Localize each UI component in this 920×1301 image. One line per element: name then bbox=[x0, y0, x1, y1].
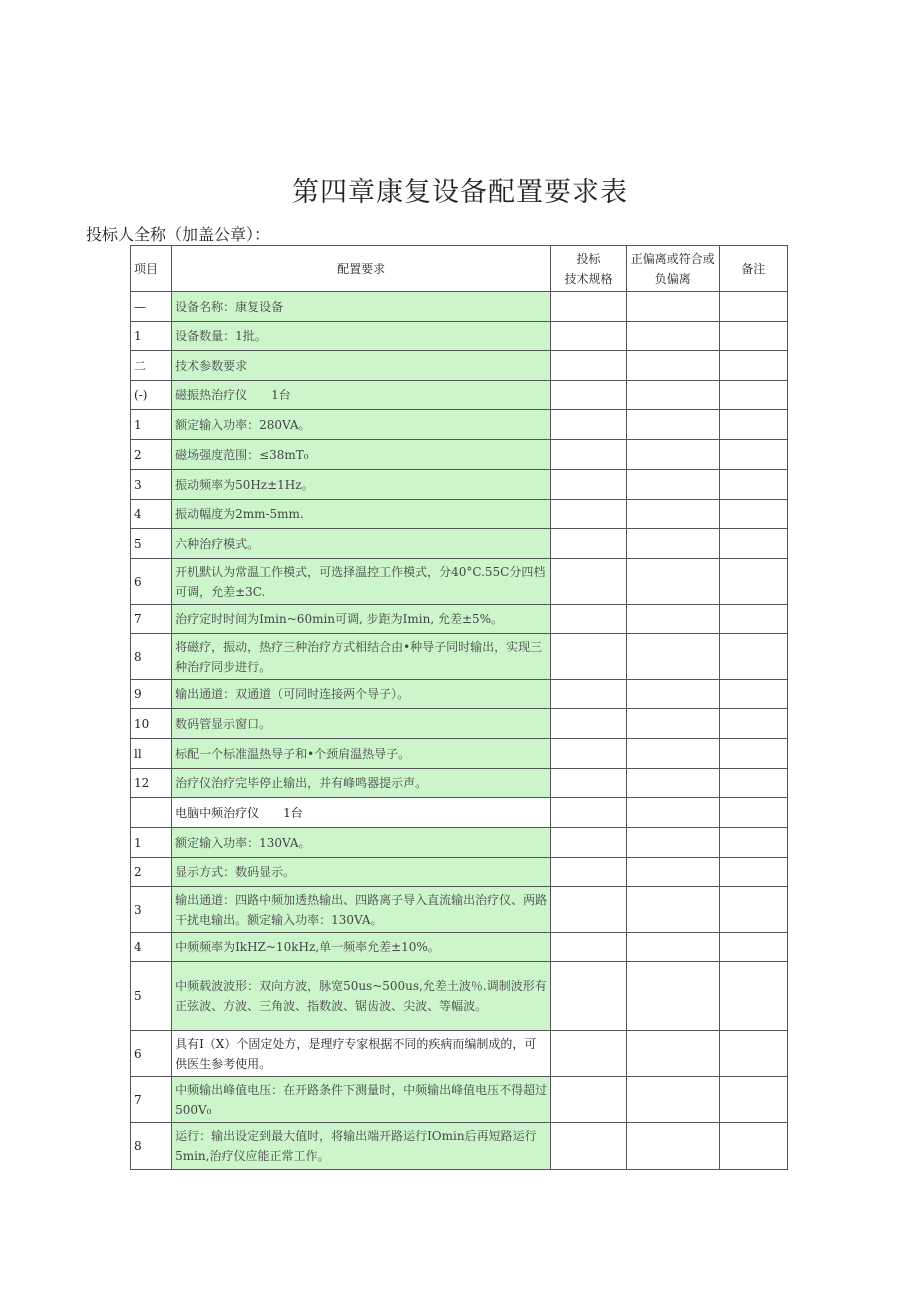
row-deviation-cell bbox=[626, 1031, 719, 1077]
row-bid-spec-cell bbox=[551, 470, 627, 500]
row-requirement: 运行：输出设定到最大值时，将输出端开路运行IOmin后再短路运行5min,治疗仪应能正常工作。 bbox=[172, 1123, 551, 1170]
row-note-cell bbox=[719, 559, 787, 605]
row-bid-spec-cell bbox=[551, 828, 627, 858]
row-item-number: 3 bbox=[131, 470, 172, 500]
row-note-cell bbox=[719, 1077, 787, 1123]
row-item-number: 3 bbox=[131, 887, 172, 933]
row-note-cell bbox=[719, 680, 787, 709]
table-row bbox=[131, 1123, 788, 1170]
row-deviation-cell bbox=[626, 858, 719, 887]
row-requirement: 振动频率为50Hz±1Hz。 bbox=[172, 470, 551, 500]
table-row bbox=[131, 1031, 788, 1077]
row-bid-spec-cell bbox=[551, 680, 627, 709]
row-item-number: 6 bbox=[131, 559, 172, 605]
row-requirement: 磁场强度范围：≤38mT₀ bbox=[172, 440, 551, 470]
row-requirement: 设备名称：康复设备 bbox=[172, 292, 551, 322]
row-bid-spec-cell bbox=[551, 1123, 627, 1170]
row-bid-spec-cell bbox=[551, 605, 627, 634]
row-deviation-cell bbox=[626, 798, 719, 828]
row-item-number: 5 bbox=[131, 529, 172, 559]
row-deviation-cell bbox=[626, 529, 719, 559]
row-deviation-cell bbox=[626, 351, 719, 381]
row-deviation-cell bbox=[626, 962, 719, 1031]
table-row bbox=[131, 962, 788, 1031]
bidder-name-label: 投标人全称（加盖公章）： bbox=[86, 225, 271, 244]
equipment-requirements-table bbox=[130, 245, 788, 1170]
row-requirement: 具有I（X）个固定处方，是理疗专家根据不同的疾病而编制成的，可供医生参考使用。 bbox=[172, 1031, 551, 1077]
row-requirement: 设备数量：1批。 bbox=[172, 322, 551, 351]
row-bid-spec-cell bbox=[551, 559, 627, 605]
row-deviation-cell bbox=[626, 410, 719, 440]
row-note-cell bbox=[719, 292, 787, 322]
row-note-cell bbox=[719, 933, 787, 962]
row-deviation-cell bbox=[626, 887, 719, 933]
row-bid-spec-cell bbox=[551, 440, 627, 470]
row-item-number: 1 bbox=[131, 322, 172, 351]
row-deviation-cell bbox=[626, 933, 719, 962]
header-item: 项目 bbox=[131, 246, 172, 292]
row-item-number: 10 bbox=[131, 709, 172, 739]
row-note-cell bbox=[719, 500, 787, 529]
table-row bbox=[131, 769, 788, 798]
row-bid-spec-cell bbox=[551, 500, 627, 529]
header-bid-spec bbox=[551, 246, 627, 292]
row-requirement: 显示方式：数码显示。 bbox=[172, 858, 551, 887]
row-bid-spec-cell bbox=[551, 410, 627, 440]
row-item-number: 7 bbox=[131, 605, 172, 634]
header-deviation bbox=[626, 246, 719, 292]
row-bid-spec-cell bbox=[551, 933, 627, 962]
table-row bbox=[131, 858, 788, 887]
header-note: 备注 bbox=[719, 246, 787, 292]
row-deviation-cell bbox=[626, 1077, 719, 1123]
row-requirement: 治疗仪治疗完毕停止输出，并有峰鸣器提示声。 bbox=[172, 769, 551, 798]
row-deviation-cell bbox=[626, 440, 719, 470]
table-row bbox=[131, 440, 788, 470]
row-deviation-cell bbox=[626, 634, 719, 680]
row-deviation-cell bbox=[626, 680, 719, 709]
row-requirement: 中频输出峰值电压：在开路条件下测量时，中频输出峰值电压不得超过500V₀ bbox=[172, 1077, 551, 1123]
row-item-number: 二 bbox=[131, 351, 172, 381]
row-note-cell bbox=[719, 798, 787, 828]
row-note-cell bbox=[719, 440, 787, 470]
row-bid-spec-cell bbox=[551, 1077, 627, 1123]
table-row bbox=[131, 933, 788, 962]
row-requirement: 开机默认为常温工作模式，可选择温控工作模式，分40°C.55C分四档可调，允差±3C. bbox=[172, 559, 551, 605]
row-requirement: 电脑中频治疗仪 1台 bbox=[172, 798, 551, 828]
row-bid-spec-cell bbox=[551, 858, 627, 887]
row-deviation-cell bbox=[626, 470, 719, 500]
table-row bbox=[131, 292, 788, 322]
table-row bbox=[131, 559, 788, 605]
row-bid-spec-cell bbox=[551, 381, 627, 410]
table-row bbox=[131, 739, 788, 769]
row-note-cell bbox=[719, 1123, 787, 1170]
row-bid-spec-cell bbox=[551, 739, 627, 769]
row-item-number: 4 bbox=[131, 933, 172, 962]
table-row bbox=[131, 680, 788, 709]
row-bid-spec-cell bbox=[551, 962, 627, 1031]
table-row bbox=[131, 381, 788, 410]
row-requirement: 额定输入功率：130VA。 bbox=[172, 828, 551, 858]
row-item-number: 6 bbox=[131, 1031, 172, 1077]
row-bid-spec-cell bbox=[551, 529, 627, 559]
row-note-cell bbox=[719, 322, 787, 351]
row-note-cell bbox=[719, 709, 787, 739]
table-row bbox=[131, 605, 788, 634]
row-requirement: 额定输入功率：280VA。 bbox=[172, 410, 551, 440]
row-item-number: 8 bbox=[131, 634, 172, 680]
row-requirement: 六种治疗模式。 bbox=[172, 529, 551, 559]
row-bid-spec-cell bbox=[551, 798, 627, 828]
table-row bbox=[131, 798, 788, 828]
row-note-cell bbox=[719, 962, 787, 1031]
row-item-number: 1 bbox=[131, 410, 172, 440]
table-header-row bbox=[131, 246, 788, 292]
row-bid-spec-cell bbox=[551, 709, 627, 739]
row-bid-spec-cell bbox=[551, 351, 627, 381]
header-requirement: 配置要求 bbox=[172, 246, 551, 292]
row-item-number: 7 bbox=[131, 1077, 172, 1123]
table-row bbox=[131, 634, 788, 680]
row-requirement: 治疗定时时间为Imin~60min可调, 步距为Imin, 允差±5%。 bbox=[172, 605, 551, 634]
header-deviation-line2: 负偏离 bbox=[654, 271, 691, 286]
row-requirement: 技术参数要求 bbox=[172, 351, 551, 381]
row-requirement: 标配一个标准温热导子和•个颈肩温热导子。 bbox=[172, 739, 551, 769]
row-item-number: 2 bbox=[131, 440, 172, 470]
table-row bbox=[131, 709, 788, 739]
row-deviation-cell bbox=[626, 605, 719, 634]
table-row bbox=[131, 1077, 788, 1123]
table-row bbox=[131, 828, 788, 858]
table-row bbox=[131, 470, 788, 500]
page-title: 第四章康复设备配置要求表 bbox=[292, 177, 628, 208]
table-row bbox=[131, 322, 788, 351]
row-item-number: ll bbox=[131, 739, 172, 769]
row-item-number: 5 bbox=[131, 962, 172, 1031]
row-requirement: 输出通道：四路中频加透热输出、四路离子导入直流输出治疗仪、两路干扰电输出。额定输入功率：130VA。 bbox=[172, 887, 551, 933]
table-row bbox=[131, 887, 788, 933]
row-bid-spec-cell bbox=[551, 634, 627, 680]
row-bid-spec-cell bbox=[551, 769, 627, 798]
row-deviation-cell bbox=[626, 709, 719, 739]
row-deviation-cell bbox=[626, 828, 719, 858]
row-deviation-cell bbox=[626, 322, 719, 351]
row-note-cell bbox=[719, 605, 787, 634]
table-row bbox=[131, 529, 788, 559]
row-item-number bbox=[131, 798, 172, 828]
row-deviation-cell bbox=[626, 381, 719, 410]
header-bid-spec-line1: 投标 bbox=[576, 251, 601, 266]
row-deviation-cell bbox=[626, 1123, 719, 1170]
row-bid-spec-cell bbox=[551, 887, 627, 933]
row-note-cell bbox=[719, 351, 787, 381]
row-note-cell bbox=[719, 769, 787, 798]
table-row bbox=[131, 351, 788, 381]
row-requirement: 数码管显示窗口。 bbox=[172, 709, 551, 739]
row-bid-spec-cell bbox=[551, 292, 627, 322]
row-requirement: 将磁疗，振动，热疗三种治疗方式相结合由•种导子同时输出，实现三种治疗同步进行。 bbox=[172, 634, 551, 680]
row-note-cell bbox=[719, 858, 787, 887]
row-requirement: 输出通道：双通道（可同时连接两个导子）。 bbox=[172, 680, 551, 709]
row-note-cell bbox=[719, 739, 787, 769]
row-note-cell bbox=[719, 828, 787, 858]
row-note-cell bbox=[719, 887, 787, 933]
row-item-number: — bbox=[131, 292, 172, 322]
row-item-number: 1 bbox=[131, 828, 172, 858]
row-note-cell bbox=[719, 410, 787, 440]
row-deviation-cell bbox=[626, 292, 719, 322]
row-item-number: 4 bbox=[131, 500, 172, 529]
row-deviation-cell bbox=[626, 739, 719, 769]
row-note-cell bbox=[719, 1031, 787, 1077]
row-item-number: (-) bbox=[131, 381, 172, 410]
row-note-cell bbox=[719, 470, 787, 500]
row-note-cell bbox=[719, 634, 787, 680]
row-note-cell bbox=[719, 529, 787, 559]
row-requirement: 振动幅度为2mm-5mm. bbox=[172, 500, 551, 529]
row-item-number: 2 bbox=[131, 858, 172, 887]
row-item-number: 8 bbox=[131, 1123, 172, 1170]
header-bid-spec-line2: 技术规格 bbox=[564, 271, 613, 286]
row-requirement: 中频频率为IkHZ~10kHz,单一频率允差±10%。 bbox=[172, 933, 551, 962]
row-requirement: 中频载波波形：双向方波，脉宽50us~500us,允差土波％.调制波形有正弦波、方波、三角波、指数波、锯齿波、尖波、等幅波。 bbox=[172, 962, 551, 1031]
row-bid-spec-cell bbox=[551, 1031, 627, 1077]
row-item-number: 9 bbox=[131, 680, 172, 709]
row-note-cell bbox=[719, 381, 787, 410]
table-body bbox=[131, 292, 788, 1170]
row-item-number: 12 bbox=[131, 769, 172, 798]
header-deviation-line1: 正偏离或符合或 bbox=[630, 251, 715, 266]
row-bid-spec-cell bbox=[551, 322, 627, 351]
row-deviation-cell bbox=[626, 500, 719, 529]
table-row bbox=[131, 410, 788, 440]
row-deviation-cell bbox=[626, 769, 719, 798]
table-row bbox=[131, 500, 788, 529]
row-deviation-cell bbox=[626, 559, 719, 605]
row-requirement: 磁振热治疗仪 1台 bbox=[172, 381, 551, 410]
